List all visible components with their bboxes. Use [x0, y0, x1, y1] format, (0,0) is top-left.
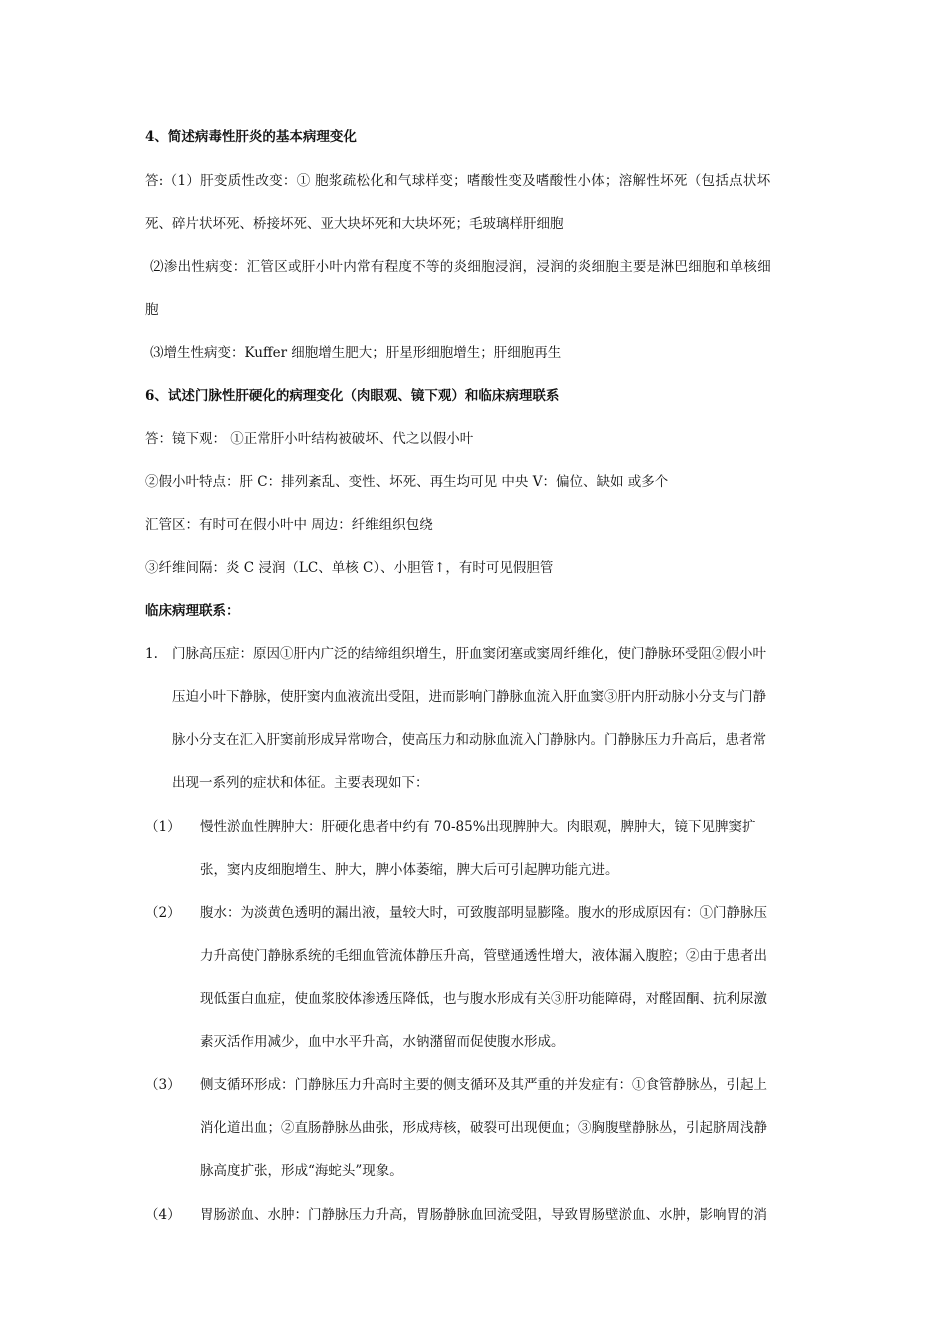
sub-2-line-2: 力升高使门静脉系统的毛细血管流体静压升高，管壁通透性增大，液体漏入腹腔；②由于患者出: [200, 948, 767, 964]
q6-heading: 6、试述门脉性肝硬化的病理变化（肉眼观、镜下观）和临床病理联系: [145, 388, 560, 404]
sub-3-line-3: 脉高度扩张，形成“海蛇头”现象。: [200, 1163, 403, 1179]
q6-line-3: 汇管区：有时可在假小叶中 周边：纤维组织包绕: [145, 517, 433, 533]
sub-3-number: （3）: [145, 1077, 181, 1093]
sub-2-number: （2）: [145, 905, 181, 921]
item-1-number: 1.: [145, 646, 158, 662]
q6-line-4: ③纤维间隔：炎 C 浸润（LC、单核 C）、小胆管↑，有时可见假胆管: [145, 560, 554, 576]
clinical-heading: 临床病理联系：: [145, 603, 240, 619]
item-1-line-3: 脉小分支在汇入肝窦前形成异常吻合，使高压力和动脉血流入门静脉内。门静脉压力升高后，患者常: [172, 732, 766, 748]
sub-1-line-1: 慢性淤血性脾肿大：肝硬化患者中约有 70-85%出现脾肿大。肉眼观，脾肿大，镜下见脾窦扩: [200, 819, 756, 835]
q6-line-2: ②假小叶特点：肝 C：排列紊乱、变性、坏死、再生均可见 中央 V：偏位、缺如 或多个: [145, 474, 669, 490]
sub-3-line-2: 消化道出血；②直肠静脉丛曲张，形成痔核，破裂可出现便血；③胸腹壁静脉丛，引起脐周浅静: [200, 1120, 767, 1136]
sub-2-line-3: 现低蛋白血症，使血浆胶体渗透压降低，也与腹水形成有关③肝功能障碍，对醛固酮、抗利尿激: [200, 991, 767, 1007]
q4-answer-line-3: ⑵渗出性病变：汇管区或肝小叶内常有程度不等的炎细胞浸润，浸润的炎细胞主要是淋巴细胞和单核细: [150, 259, 771, 275]
q4-answer-line-5: ⑶增生性病变：Kuffer 细胞增生肥大；肝星形细胞增生；肝细胞再生: [150, 345, 562, 361]
sub-1-line-2: 张，窦内皮细胞增生、肿大，脾小体萎缩，脾大后可引起脾功能亢进。: [200, 862, 619, 878]
sub-1-number: （1）: [145, 819, 181, 835]
sub-4-line-1: 胃肠淤血、水肿：门静脉压力升高，胃肠静脉血回流受阻，导致胃肠壁淤血、水肿，影响胃的消: [200, 1207, 767, 1223]
sub-4-number: （4）: [145, 1207, 181, 1223]
sub-2-line-4: 素灭活作用减少，血中水平升高，水钠潴留而促使腹水形成。: [200, 1034, 565, 1050]
q4-heading: 4、简述病毒性肝炎的基本病理变化: [145, 129, 357, 145]
q4-answer-line-1: 答:（1）肝变质性改变：① 胞浆疏松化和气球样变；嗜酸性变及嗜酸性小体；溶解性坏死（包括点状坏: [145, 173, 771, 189]
sub-3-line-1: 侧支循环形成：门静脉压力升高时主要的侧支循环及其严重的并发症有：①食管静脉丛，引起上: [200, 1077, 767, 1093]
q4-answer-line-2: 死、碎片状坏死、桥接坏死、亚大块坏死和大块坏死；毛玻璃样肝细胞: [145, 216, 564, 232]
item-1-line-1: 门脉高压症：原因①肝内广泛的结缔组织增生，肝血窦闭塞或窦周纤维化，使门静脉环受阻②假小叶: [172, 646, 766, 662]
item-1-line-2: 压迫小叶下静脉，使肝窦内血液流出受阻，进而影响门静脉血流入肝血窦③肝内肝动脉小分支与门静: [172, 689, 766, 705]
item-1-line-4: 出现一系列的症状和体征。主要表现如下：: [172, 775, 429, 791]
q4-answer-line-4: 胞: [145, 302, 159, 318]
sub-2-line-1: 腹水：为淡黄色透明的漏出液，量较大时，可致腹部明显膨隆。腹水的形成原因有：①门静脉压: [200, 905, 767, 921]
q6-line-1: 答：镜下观： ①正常肝小叶结构被破坏、代之以假小叶: [145, 431, 474, 447]
